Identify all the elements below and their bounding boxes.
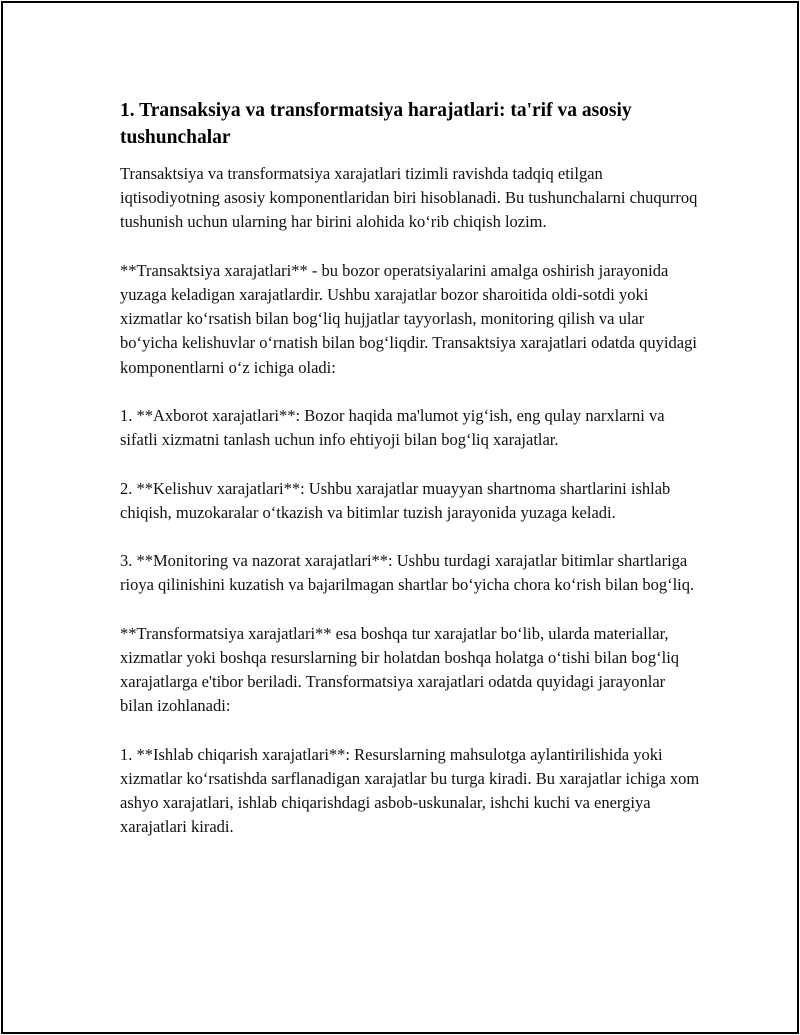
paragraph-production-costs: 1. **Ishlab chiqarish xarajatlari**: Resurslarning mahsulotga aylantirilishida yoki xizmatlar ko‘rsatishda sarflanadigan xarajatlar bu turga kiradi. Bu xarajatlar ichiga xom ashyo xarajatlari, ishlab chiqarishdagi asbob-uskunalar, ishchi kuchi va energiya xarajatlari kiradi.	[120, 744, 700, 837]
paragraph-information-costs: 1. **Axborot xarajatlari**: Bozor haqida ma'lumot yig‘ish, eng qulay narxlarni va sifatli xizmatni tanlash uchun info ehtiyoji bilan bog‘liq xarajatlar.	[120, 406, 665, 450]
paragraph-intro: Transaktsiya va transformatsiya xarajatlari tizimli ravishda tadqiq etilgan iqtisodiyotning asosiy komponentlaridan biri hisoblanadi. Bu tushunchalarni chuqurroq tushunish uchun ularning har birini alohida ko‘rib chiqish lozim.	[120, 164, 698, 232]
paragraph-transformation-costs: **Transformatsiya xarajatlari** esa boshqa tur xarajatlar bo‘lib, ularda materiallar, xizmatlar yoki boshqa resurslarning bir holatdan boshqa holatga o‘tishi bilan bog‘liq xarajatlarga e'tibor beriladi. Transformatsiya xarajatlari odatda quyidagi jarayonlar bilan izohlanadi:	[120, 623, 680, 716]
paragraph-transaction-costs: **Transaktsiya xarajatlari** - bu bozor operatsiyalarini amalga oshirish jarayonida yuzaga keladigan xarajatlardir. Ushbu xarajatlar bozor sharoitida oldi-sotdi yoki xizmatlar ko‘rsatish bilan bog‘liq hujjatlar tayyorlash, monitoring qilish va ular bo‘yicha kelishuvlar o‘rnatish bilan bog‘liqdir. Transaktsiya xarajatlari odatda quyidagi komponentlarni o‘z ichiga oladi:	[120, 260, 697, 377]
paragraph-monitoring-costs: 3. **Monitoring va nazorat xarajatlari**: Ushbu turdagi xarajatlar bitimlar shartlariga rioya qilinishini kuzatish va bajarilmagan shartlar bo‘yicha chora ko‘rish bilan bog‘liq.	[120, 551, 695, 595]
page-frame	[1, 1, 799, 1034]
document-body	[120, 97, 700, 864]
section-heading: 1. Transaksiya va transformatsiya harajatlari: ta'rif va asosiy tushunchalar	[120, 100, 632, 148]
paragraph-agreement-costs: 2. **Kelishuv xarajatlari**: Ushbu xarajatlar muayyan shartnoma shartlarini ishlab chiqish, muzokaralar o‘tkazish va bitimlar tuzish jarayonida yuzaga keladi.	[120, 478, 671, 522]
